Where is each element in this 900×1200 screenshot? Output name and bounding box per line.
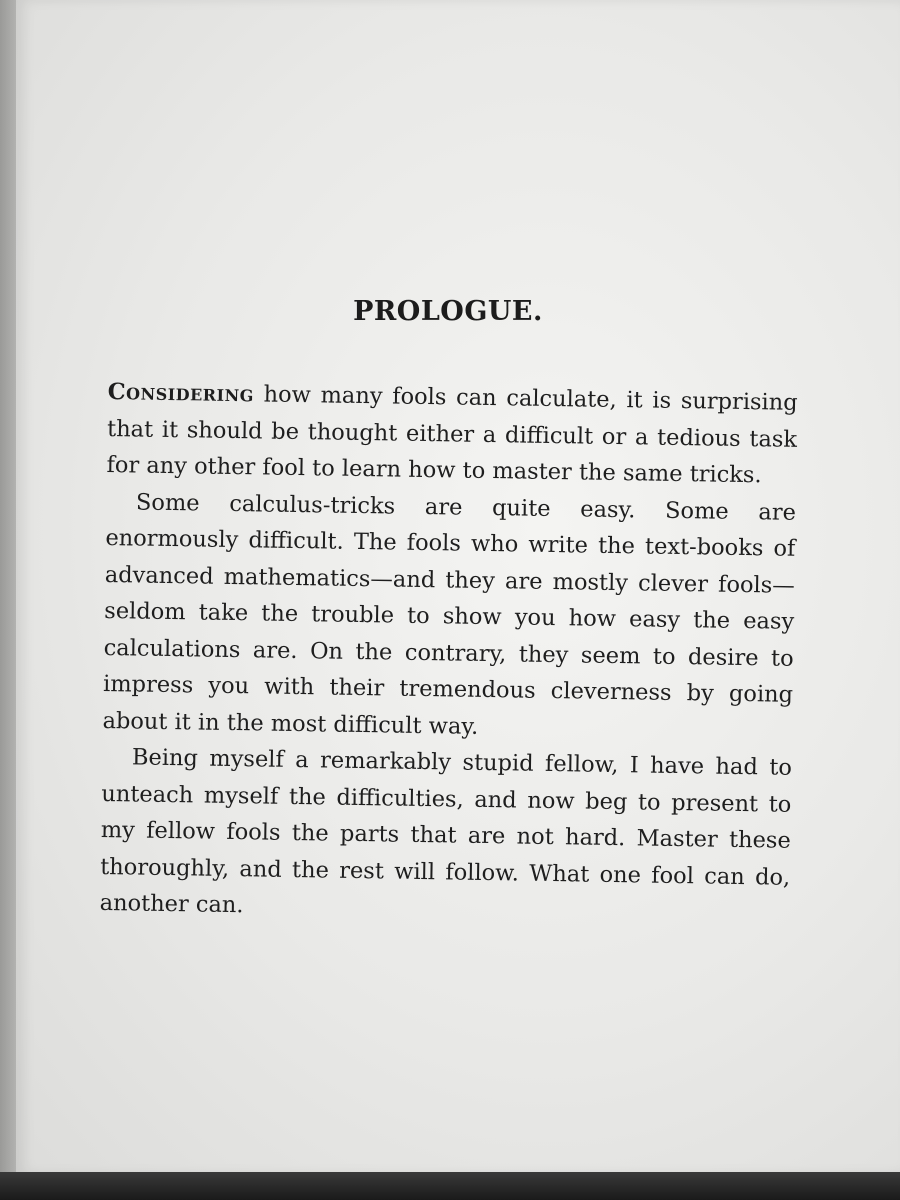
monitor-bottom-edge [0, 1172, 900, 1200]
book-page [16, 0, 900, 1174]
paragraph-2: Some calculus-tricks are quite easy. Some are enormously difficult. The fools who write the text-books of advanced mathematics—and they are mostly clever fools—seldom take the trouble to show you how easy the easy calculations are. On the contrary, they seem to desire to impress you with their tremendous cleverness by going about it in the most difficult way. [102, 488, 797, 740]
page-title: PROLOGUE. [353, 296, 543, 327]
paragraph-3: Being myself a remarkably stupid fellow, I have had to unteach myself the difficulties, and now beg to present to my fellow fools the parts that are not hard. Master these thoroughly, and the rest will follow. What one fool can do, another can. [99, 744, 793, 919]
paragraph-1 [106, 374, 798, 494]
paragraph-lead-word: Considering [107, 378, 255, 408]
paragraph-1-text: how many fools can calculate, it is surprising that it should be thought either a difficult or a tedious task for any other fool to learn how to master the same tricks. [106, 381, 798, 489]
prologue-body [99, 374, 798, 932]
